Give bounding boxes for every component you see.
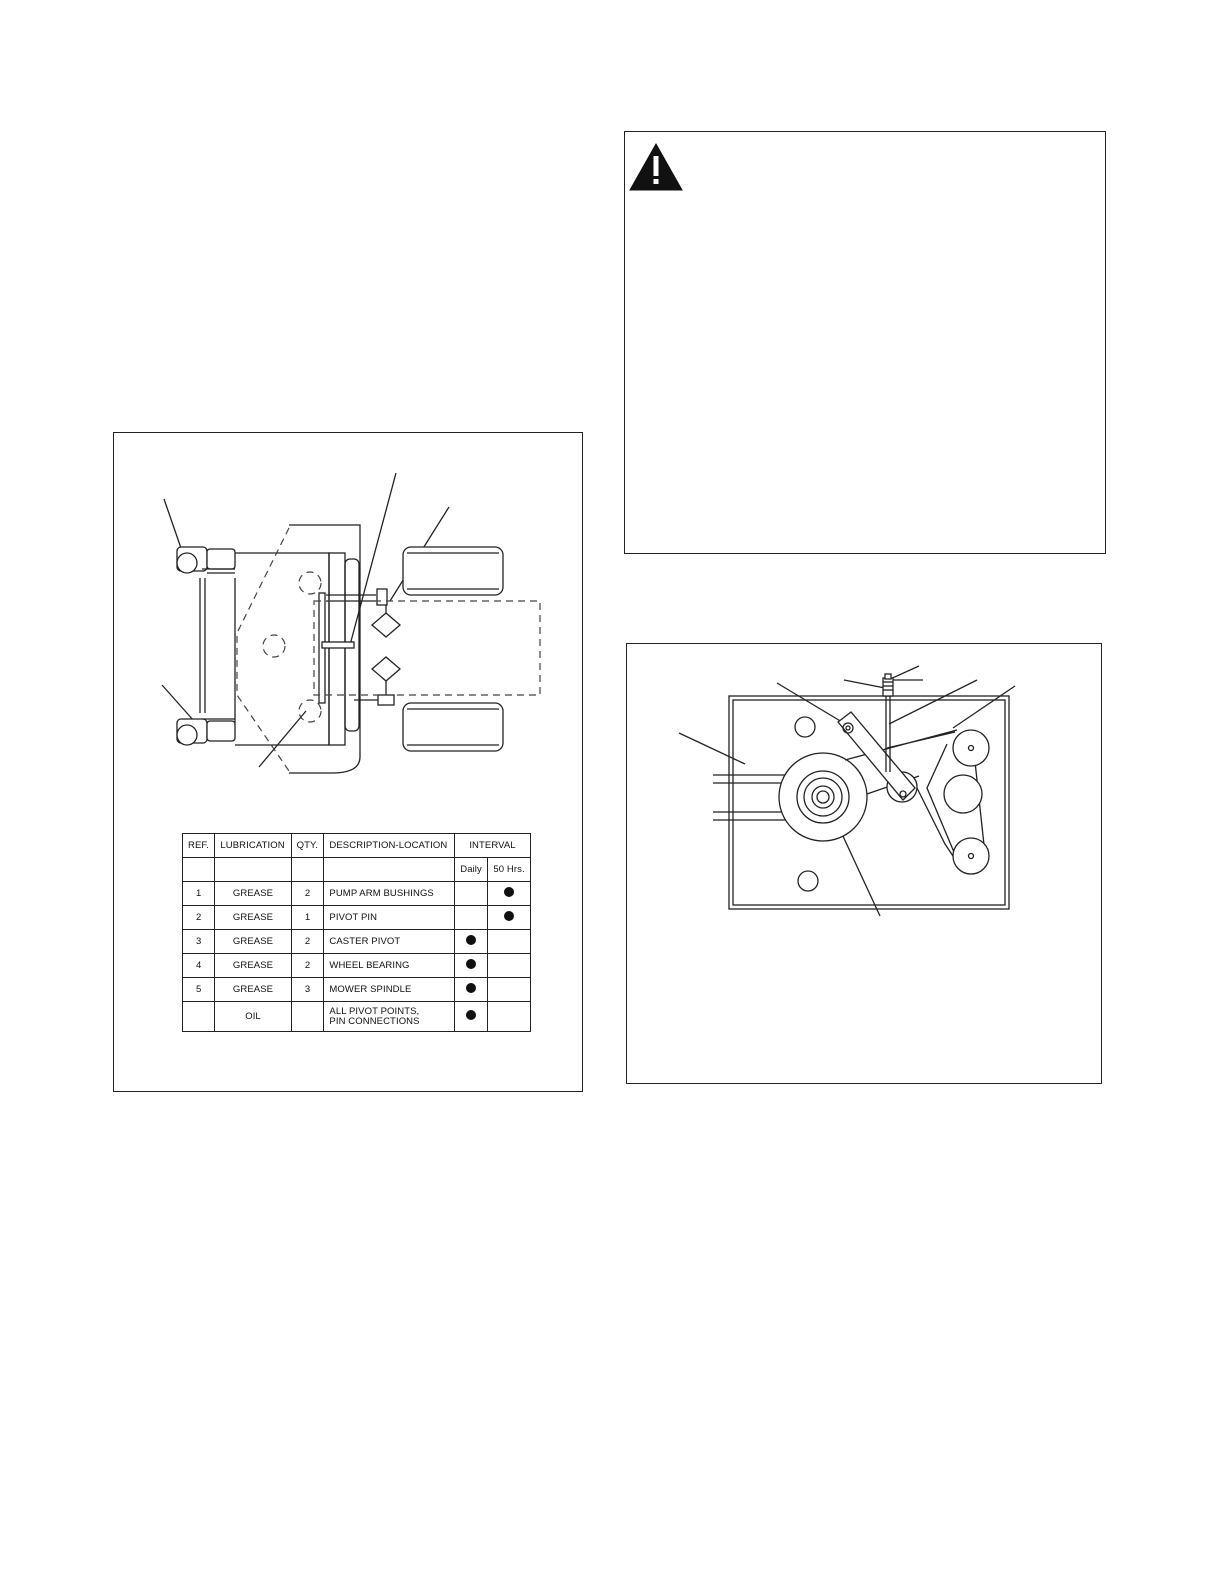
leader-line <box>164 499 182 551</box>
table-row <box>183 882 531 906</box>
cell-ref: 2 <box>183 906 215 930</box>
table-row <box>183 930 531 954</box>
table-row <box>183 1002 531 1032</box>
header-qty: QTY. <box>291 834 324 858</box>
front-caster-top <box>177 547 235 573</box>
cell-qty: 2 <box>291 930 324 954</box>
cell-lubrication: GREASE <box>215 954 291 978</box>
cell-lubrication: GREASE <box>215 906 291 930</box>
leader-line <box>889 680 977 724</box>
cell-daily <box>455 978 488 1002</box>
belt-diagram-panel <box>626 643 1102 1084</box>
cell-daily <box>455 954 488 978</box>
cell-ref <box>183 1002 215 1032</box>
warning-panel <box>624 131 1106 554</box>
header-daily: Daily <box>455 858 488 882</box>
leader-line <box>162 685 194 721</box>
interval-dot-icon <box>466 959 476 969</box>
cell-50-hrs <box>488 882 531 906</box>
table-row <box>183 954 531 978</box>
cell-lubrication: GREASE <box>215 930 291 954</box>
mower-deck <box>235 525 360 773</box>
interval-dot-icon <box>466 935 476 945</box>
header-ref: REF. <box>183 834 215 858</box>
cell-50-hrs <box>488 954 531 978</box>
table-row <box>183 978 531 1002</box>
rear-wheel-top <box>403 547 503 595</box>
cell-daily <box>455 930 488 954</box>
mounting-hole <box>798 871 818 891</box>
leader-line <box>844 680 885 688</box>
cell-description: MOWER SPINDLE <box>324 978 455 1002</box>
header-interval: INTERVAL <box>455 834 531 858</box>
cell-daily <box>455 1002 488 1032</box>
header-lubrication: LUBRICATION <box>215 834 291 858</box>
interval-dot-icon <box>466 983 476 993</box>
cell-50-hrs <box>488 1002 531 1032</box>
front-caster-bottom <box>177 719 235 745</box>
leader-line <box>679 733 745 764</box>
lubrication-chart-panel <box>113 432 583 1092</box>
cell-ref: 4 <box>183 954 215 978</box>
header-description: DESCRIPTION-LOCATION <box>324 834 455 858</box>
drive-pulley <box>779 753 867 841</box>
mounting-hole <box>795 717 815 737</box>
cell-daily <box>455 906 488 930</box>
header-50-hrs: 50 Hrs. <box>488 858 531 882</box>
mower-top-view-diagram <box>114 433 584 833</box>
lubrication-table <box>182 833 531 1032</box>
cell-description: PIVOT PIN <box>324 906 455 930</box>
cell-qty: 1 <box>291 906 324 930</box>
leader-line <box>777 683 842 722</box>
cell-description: WHEEL BEARING <box>324 954 455 978</box>
cell-description: PUMP ARM BUSHINGS <box>324 882 455 906</box>
cell-daily <box>455 882 488 906</box>
cell-50-hrs <box>488 906 531 930</box>
cell-qty: 3 <box>291 978 324 1002</box>
lubrication-rows <box>183 882 531 1032</box>
cell-50-hrs <box>488 930 531 954</box>
cell-qty <box>291 1002 324 1032</box>
cell-description: ALL PIVOT POINTS, PIN CONNECTIONS <box>324 1002 455 1032</box>
cell-qty: 2 <box>291 954 324 978</box>
cell-lubrication: OIL <box>215 1002 291 1032</box>
cell-qty: 2 <box>291 882 324 906</box>
cell-lubrication: GREASE <box>215 978 291 1002</box>
rear-wheel-bottom <box>403 703 503 751</box>
cell-50-hrs <box>488 978 531 1002</box>
table-row <box>183 906 531 930</box>
leader-line <box>259 711 306 767</box>
cell-ref: 3 <box>183 930 215 954</box>
interval-dot-icon <box>504 887 514 897</box>
warning-triangle-icon <box>628 142 688 202</box>
cell-ref: 5 <box>183 978 215 1002</box>
cell-lubrication: GREASE <box>215 882 291 906</box>
cell-ref: 1 <box>183 882 215 906</box>
belt-routing-diagram <box>627 644 1103 944</box>
cell-description: CASTER PIVOT <box>324 930 455 954</box>
interval-dot-icon <box>504 911 514 921</box>
leader-line <box>953 686 1015 728</box>
interval-dot-icon <box>466 1010 476 1020</box>
